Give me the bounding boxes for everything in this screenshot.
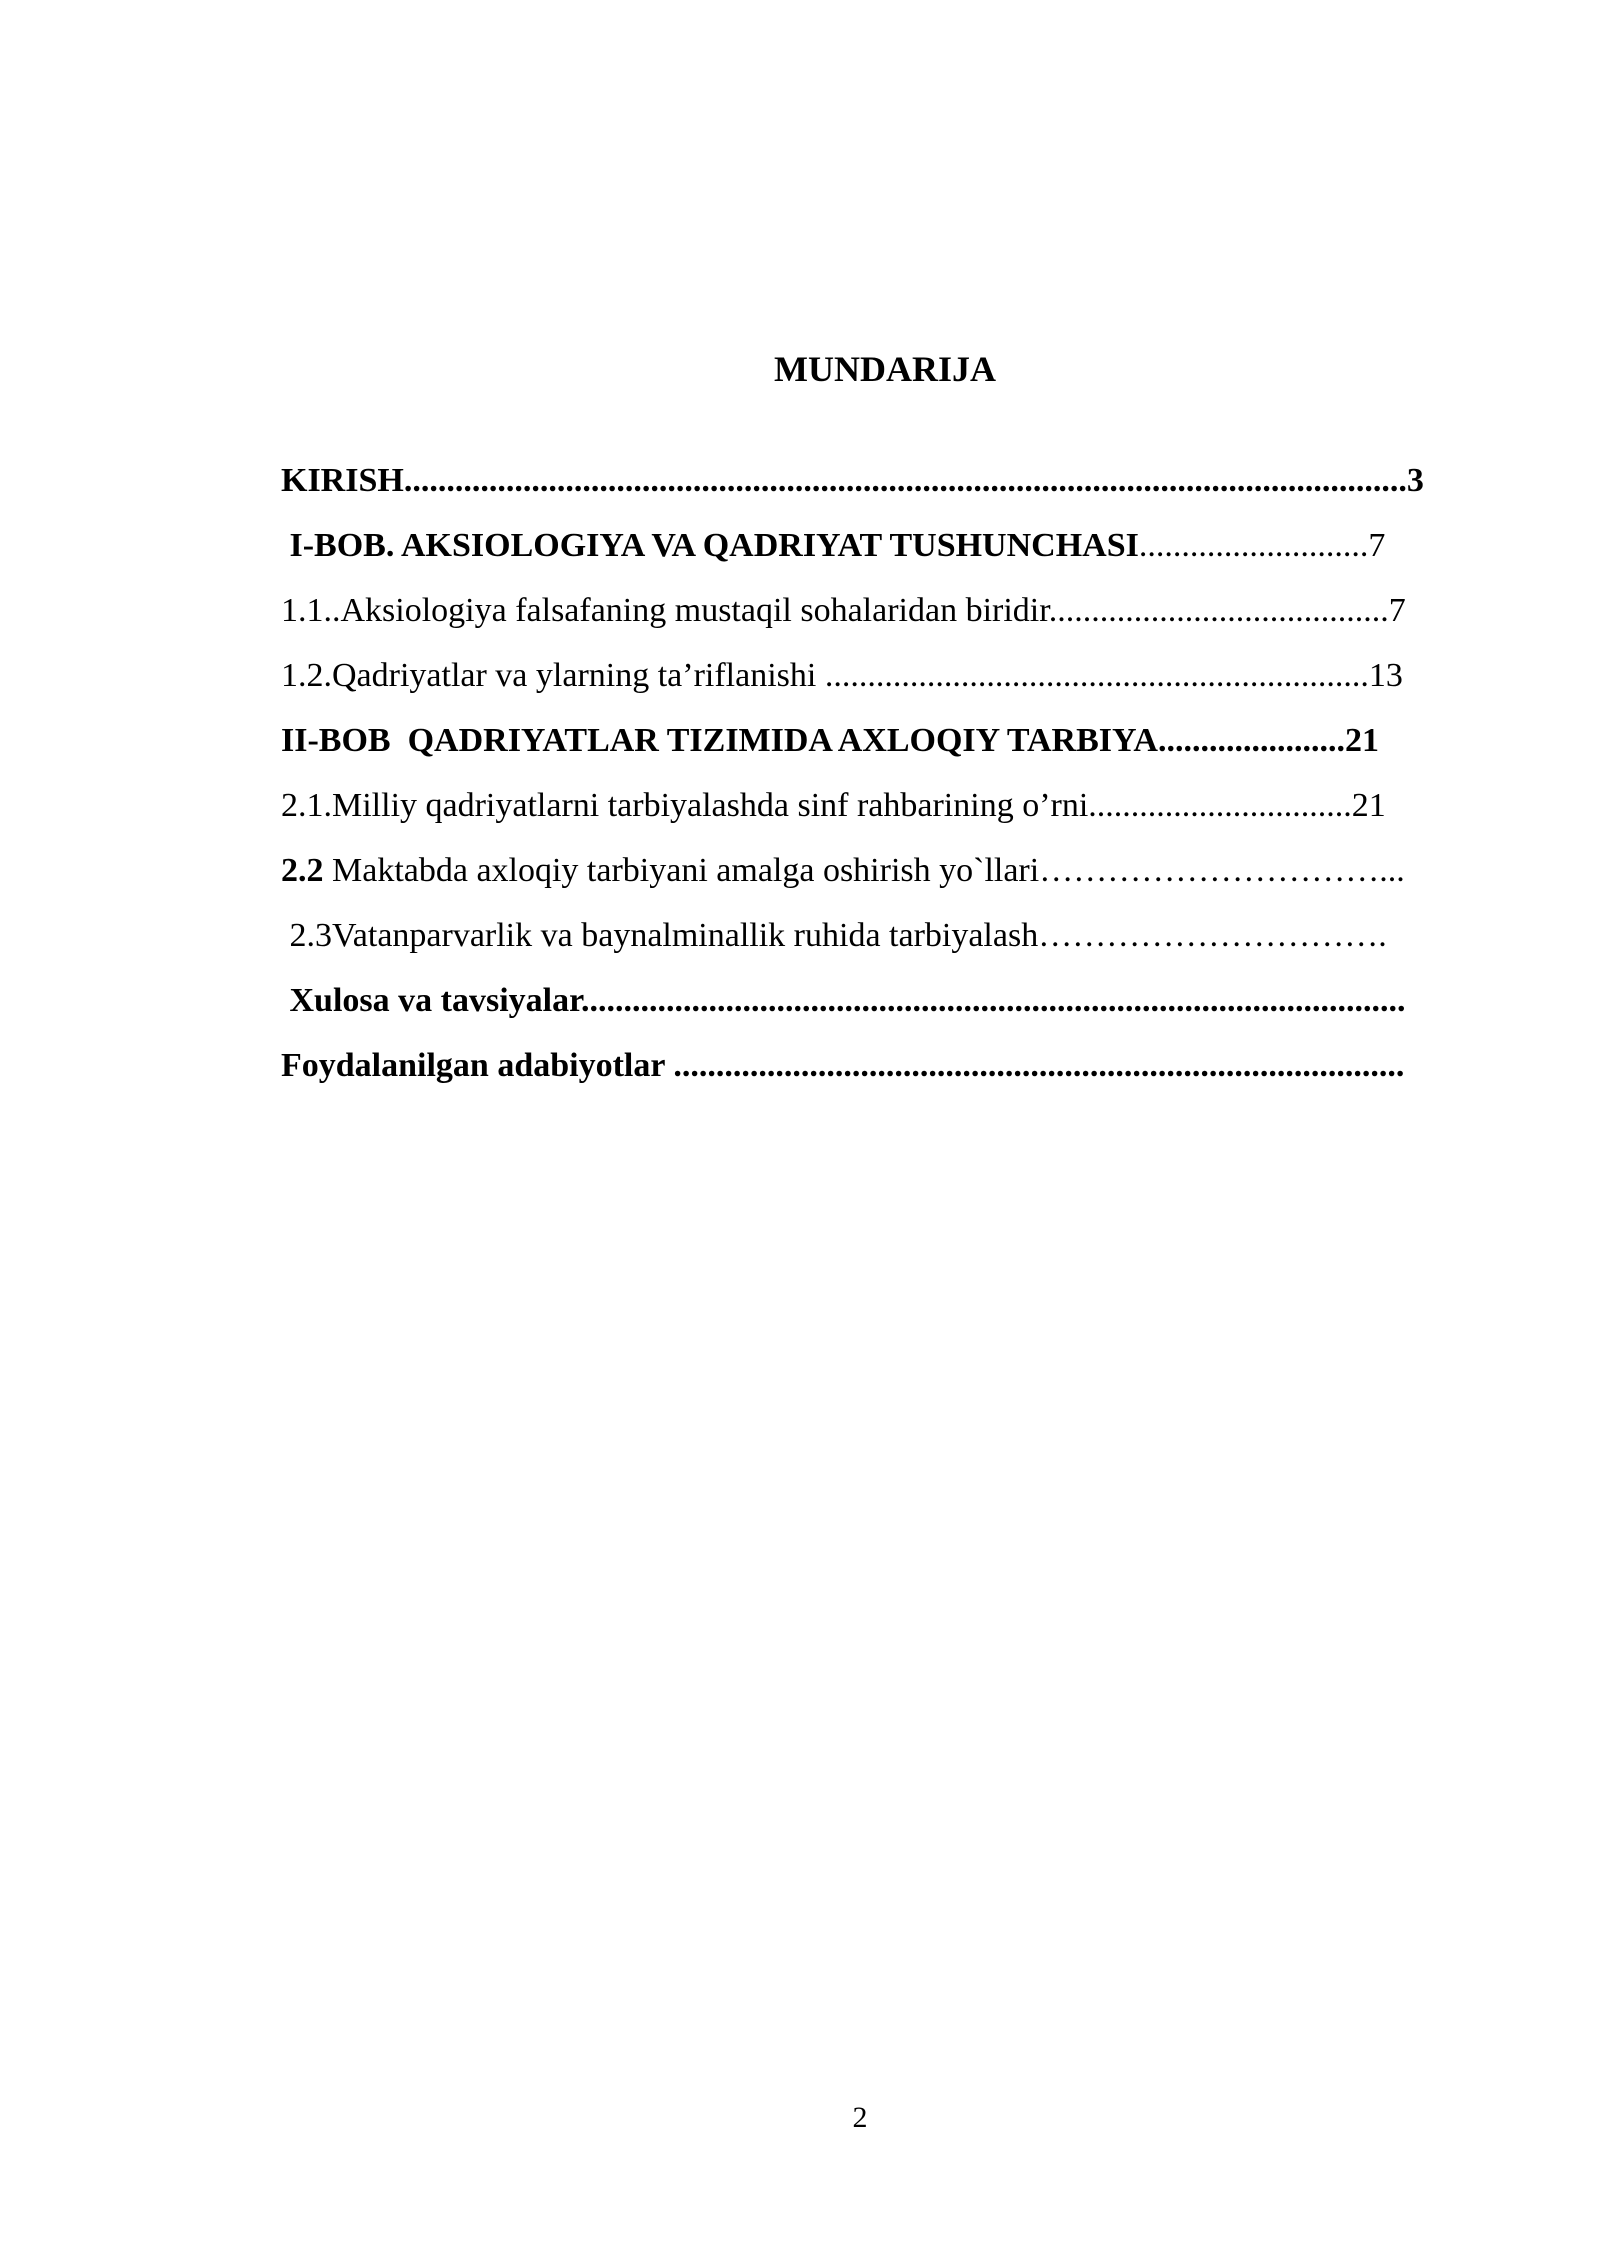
- toc-title: MUNDARIJA: [774, 349, 996, 389]
- toc-entry-text: II-BOB QADRIYATLAR TIZIMIDA AXLOQIY TARBIYA......................21: [281, 722, 1379, 759]
- toc-entry-text: 1.1..Aksiologiya falsafaning mustaqil sohalaridan biridir........................................7: [281, 592, 1406, 629]
- toc-entry-text: KIRISH......................................................................................................................3: [281, 462, 1424, 499]
- toc-entry-text: 2.3Vatanparvarlik va baynalminallik ruhida tarbiyalash………………………….: [281, 917, 1387, 954]
- toc-entry-leader: ...........................7: [1138, 527, 1386, 564]
- toc-entry-text: I-BOB. AKSIOLOGIYA VA QADRIYAT TUSHUNCHASI: [281, 527, 1139, 564]
- toc-entry-kirish: [230, 412, 1490, 499]
- toc-entry-number: 2.2: [281, 852, 324, 889]
- toc-entry-text: Xulosa va tavsiyalar.................................................................................................: [281, 982, 1406, 1019]
- page-number: 2: [852, 2101, 868, 2134]
- table-of-contents: [230, 412, 1490, 1084]
- toc-entry-text: 2.1.Milliy qadriyatlarni tarbiyalashda sinf rahbarining o’rni...............................21: [281, 787, 1386, 824]
- toc-entry-text: 1.2.Qadriyatlar va ylarning ta’riflanishi ................................................................13: [281, 657, 1403, 694]
- toc-entry-text: Foydalanilgan adabiyotlar ......................................................................................: [281, 1047, 1405, 1084]
- toc-entry-text: Maktabda axloqiy tarbiyani amalga oshirish yo`llari…………………………...: [323, 852, 1405, 889]
